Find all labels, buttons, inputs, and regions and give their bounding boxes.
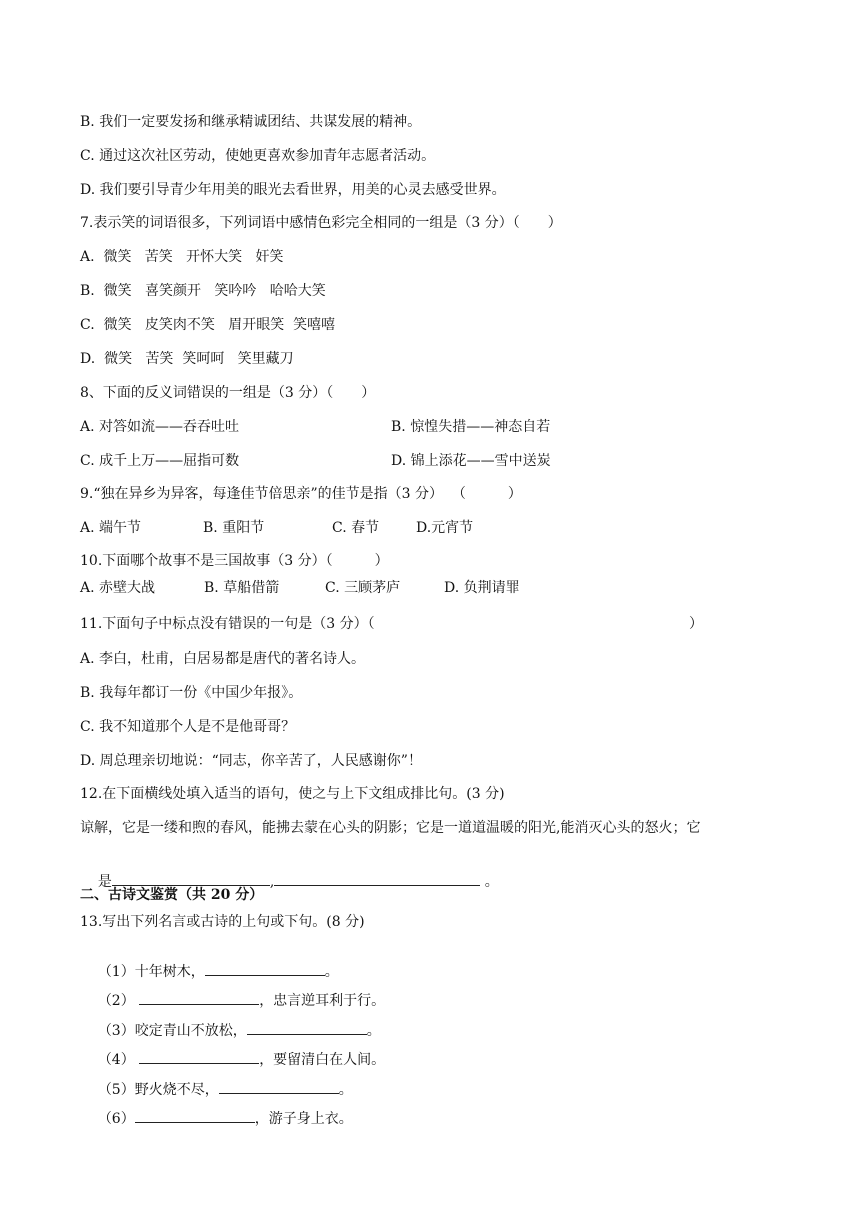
q7-option-a: A. 微笑 苦笑 开怀大笑 奸笑: [80, 249, 284, 265]
section-2-title: 二、古诗文鉴赏（共 20 分）: [80, 887, 264, 903]
q10-stem: 10.下面哪个故事不是三国故事（3 分）（ ）: [80, 553, 389, 569]
q13-item-2: （2） ，忠言逆耳利于行。: [80, 972, 385, 1028]
q13-item-5: （5）野火烧不尽， 。: [80, 1061, 353, 1117]
q11-close-paren: ）: [689, 616, 703, 632]
q12-end: 。: [480, 874, 499, 890]
q12-comma: ,: [269, 874, 275, 890]
q9-option-a: A. 端午节: [80, 520, 142, 536]
q9-option-c: C. 春节: [332, 520, 380, 536]
q8-stem: 8、下面的反义词错误的一组是（3 分）（ ）: [80, 385, 376, 401]
q8-option-c: C. 成千上万——屈指可数: [80, 453, 240, 469]
q11-option-c: C. 我不知道那个人是不是他哥哥？: [80, 719, 296, 735]
q7-option-d: D. 微笑 苦笑 笑呵呵 笑里藏刀: [80, 351, 294, 367]
q10-option-d: D. 负荆请罪: [444, 580, 520, 596]
q10-option-c: C. 三顾茅庐: [325, 580, 401, 596]
q6-option-b: B. 我们一定要发扬和继承精诚团结、共谋发展的精神。: [80, 114, 422, 130]
q12-passage: 谅解，它是一缕和煦的春风，能拂去蒙在心头的阴影；它是一道道温暖的阳光,能消灭心头的怒火；它: [80, 820, 701, 836]
q11-option-d: D. 周总理亲切地说：“同志，你辛苦了，人民感谢你”！: [80, 753, 422, 769]
q7-stem: 7.表示笑的词语很多，下列词语中感情色彩完全相同的一组是（3 分）（ ）: [80, 215, 562, 231]
q13-item-3: （3）咬定青山不放松， 。: [80, 1002, 381, 1058]
q11-stem: 11.下面句子中标点没有错误的一句是（3 分）（: [80, 616, 375, 632]
q7-option-b: B. 微笑 喜笑颜开 笑吟吟 哈哈大笑: [80, 283, 326, 299]
q13-stem: 13.写出下列名言或古诗的上句或下句。(8 分): [80, 914, 365, 930]
q7-option-c: C. 微笑 皮笑肉不笑 眉开眼笑 笑嘻嘻: [80, 317, 336, 333]
q13-item-4: （4） ，要留清白在人间。: [80, 1031, 385, 1087]
q9-stem: 9.“独在异乡为异客，每逢佳节倍思亲”的佳节是指（3 分） （ ）: [80, 486, 522, 502]
q8-option-b: B. 惊惶失措——神态自若: [391, 419, 551, 435]
q9-option-d: D.元宵节: [416, 520, 474, 536]
q8-option-a: A. 对答如流——吞吞吐吐: [80, 419, 240, 435]
q6-option-d: D. 我们要引导青少年用美的眼光去看世界，用美的心灵去感受世界。: [80, 182, 506, 198]
q12-blank-1[interactable]: [112, 871, 270, 886]
q10-option-a: A. 赤壁大战: [80, 580, 156, 596]
q11-option-b: B. 我每年都订一份《中国少年报》。: [80, 685, 303, 701]
q12-stem: 12.在下面横线处填入适当的语句，使之与上下文组成排比句。(3 分): [80, 786, 505, 802]
q11-option-a: A. 李白，杜甫，白居易都是唐代的著名诗人。: [80, 651, 366, 667]
q13-blank-6[interactable]: [135, 1108, 255, 1123]
q13-item-1: （1）十年树木， 。: [80, 943, 339, 999]
q12-blank-2[interactable]: [274, 871, 480, 886]
q12-prefix: 是: [97, 874, 112, 890]
q6-option-c: C. 通过这次社区劳动，使她更喜欢参加青年志愿者活动。: [80, 148, 436, 164]
q13-item-6: （6） ，游子身上衣。: [80, 1090, 353, 1146]
q10-option-b: B. 草船借箭: [204, 580, 280, 596]
q8-option-d: D. 锦上添花——雪中送炭: [391, 453, 551, 469]
q9-option-b: B. 重阳节: [203, 520, 265, 536]
